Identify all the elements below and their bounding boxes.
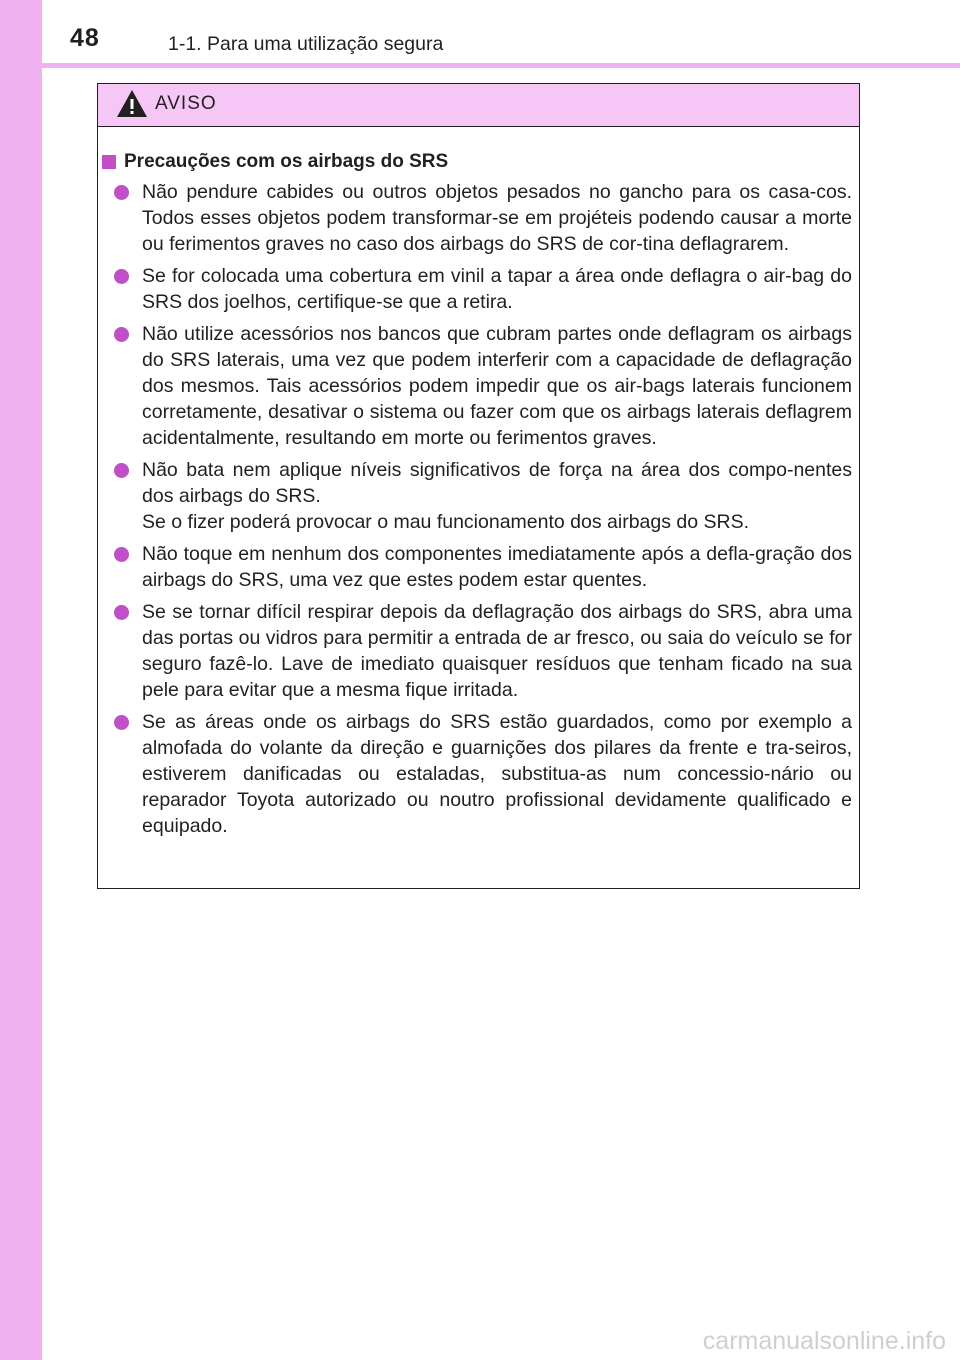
subheading-text: Precauções com os airbags do SRS bbox=[124, 151, 449, 172]
warning-header bbox=[98, 84, 859, 127]
bullet-icon bbox=[114, 715, 129, 730]
warning-item-text: Não toque em nenhum dos componentes imediatamente após a defla-gração dos airbags do SRS, uma vez que estes podem estar quentes. bbox=[142, 543, 852, 591]
bullet-icon bbox=[114, 463, 129, 478]
warning-item-text: Se o fizer poderá provocar o mau funcionamento dos airbags do SRS. bbox=[142, 511, 750, 533]
warning-item bbox=[98, 179, 852, 257]
warning-item-text: Não bata nem aplique níveis significativos de força na área dos compo-nentes dos airbags do SRS. bbox=[142, 459, 852, 507]
warning-item-text: Não utilize acessórios nos bancos que cubram partes onde deflagram os airbags do SRS laterais, uma vez que podem interferir com a capacidade de deflagração dos mesmos. Tais acessórios podem impedir que os air-bags laterais funcionem corretamente, desativar o sistema ou fazer com que os airbags laterais deflagrem acidentalmente, resultando em morte ou ferimentos graves. bbox=[142, 323, 852, 449]
bullet-icon bbox=[114, 605, 129, 620]
warning-item-text: Se as áreas onde os airbags do SRS estão guardados, como por exemplo a almofada do volante da direção e guarnições dos pilares da frente e tra-seiros, estiverem danificadas ou estaladas, substitua-as num concessio-nário ou reparador Toyota autorizado ou noutro profissional devidamente qualificado e equipado. bbox=[142, 711, 852, 837]
warning-item bbox=[98, 541, 852, 593]
warning-item-text: Não pendure cabides ou outros objetos pesados no gancho para os casa-cos. Todos esses objetos podem transformar-se em projéteis podendo causar a morte ou ferimentos graves no caso dos airbags do SRS de cor-tina deflagrarem. bbox=[142, 181, 852, 255]
square-bullet-icon bbox=[102, 155, 116, 169]
bullet-icon bbox=[114, 185, 129, 200]
warning-item-text: Se for colocada uma cobertura em vinil a tapar a área onde deflagra o air-bag do SRS dos joelhos, certifique-se que a retira. bbox=[142, 265, 852, 313]
warning-body bbox=[98, 127, 859, 839]
warning-triangle-icon bbox=[116, 89, 148, 118]
watermark: carmanualsonline.info bbox=[702, 1327, 946, 1355]
side-color-band bbox=[0, 0, 42, 1360]
warning-item-text: Se se tornar difícil respirar depois da deflagração dos airbags do SRS, abra uma das portas ou vidros para permitir a entrada de ar fresco, ou saia do veículo se for seguro fazê-lo. Lave de imediato quaisquer resíduos que tenham ficado na sua pele para evitar que a mesma fique irritada. bbox=[142, 601, 852, 701]
warning-item bbox=[98, 321, 852, 451]
section-title: 1-1. Para uma utilização segura bbox=[168, 33, 444, 55]
warning-subheading bbox=[98, 149, 852, 175]
page-number: 48 bbox=[70, 24, 100, 52]
warning-item bbox=[98, 599, 852, 703]
bullet-icon bbox=[114, 269, 129, 284]
header-divider bbox=[42, 63, 960, 68]
warning-item bbox=[98, 263, 852, 315]
warning-box bbox=[97, 83, 860, 889]
warning-item bbox=[98, 457, 852, 535]
bullet-icon bbox=[114, 327, 129, 342]
warning-label: AVISO bbox=[155, 93, 217, 114]
bullet-icon bbox=[114, 547, 129, 562]
warning-item bbox=[98, 709, 852, 839]
